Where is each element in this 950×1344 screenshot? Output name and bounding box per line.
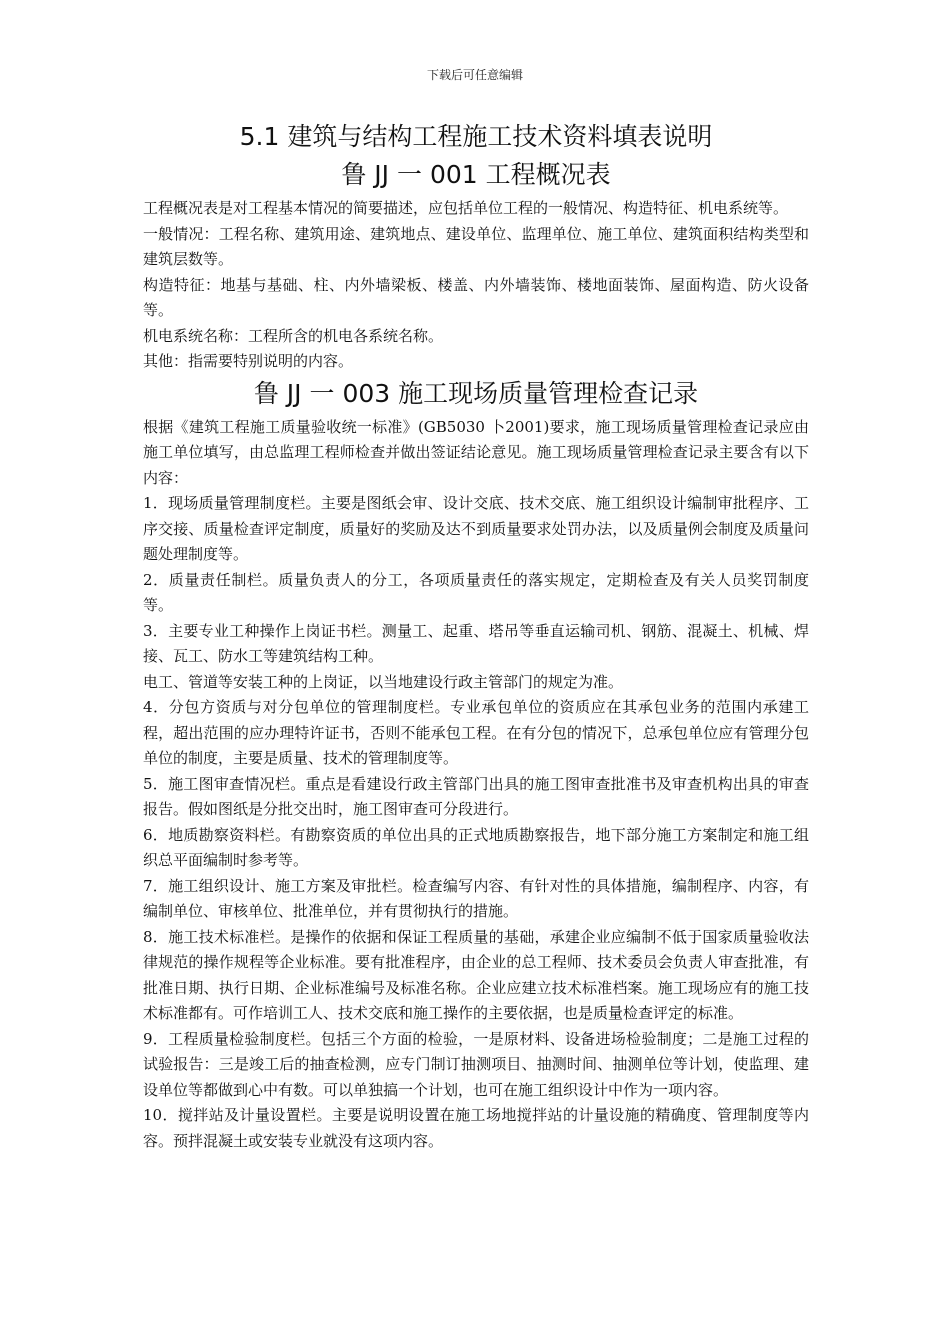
list-item: 8．施工技术标准栏。是操作的依据和保证工程质量的基础，承建企业应编制不低于国家质量验收法律规范的操作规程等企业标准。要有批准程序，由企业的总工程师、技术委员会负责人审查批准，有批准日期、执行日期、企业标准编号及标准名称。企业应建立技术标准档案。施工现场应有的施工技术标准都有。可作培训工人、技术交底和施工操作的主要依据，也是质量检查评定的标准。 xyxy=(143,927,809,1022)
section-title-jj001: 鲁 JJ 一 001 工程概况表 xyxy=(341,160,611,189)
list-item: 5．施工图审查情况栏。重点是看建设行政主管部门出具的施工图审查批准书及审查机构出具的审查报告。假如图纸是分批交出时，施工图审查可分段进行。 xyxy=(143,774,809,818)
paragraph: 电工、管道等安装工种的上岗证，以当地建设行政主管部门的规定为准。 xyxy=(143,672,624,691)
paragraph: 构造特征：地基与基础、柱、内外墙梁板、楼盖、内外墙装饰、楼地面装饰、屋面构造、防火设备等。 xyxy=(143,275,809,319)
main-title: 5.1 建筑与结构工程施工技术资料填表说明 xyxy=(239,122,713,151)
paragraph: 机电系统名称：工程所含的机电各系统名称。 xyxy=(143,326,444,345)
list-item: 6．地质勘察资料栏。有勘察资质的单位出具的正式地质勘察报告，地下部分施工方案制定和施工组织总平面编制时参考等。 xyxy=(143,825,809,869)
list-item: 3．主要专业工种操作上岗证书栏。测量工、起重、塔吊等垂直运输司机、钢筋、混凝土、机械、焊接、瓦工、防水工等建筑结构工种。 xyxy=(143,621,809,665)
list-item: 7．施工组织设计、施工方案及审批栏。检查编写内容、有针对性的具体措施，编制程序、内容，有编制单位、审核单位、批准单位，并有贯彻执行的措施。 xyxy=(143,876,809,920)
document-body xyxy=(143,118,809,1154)
list-item: 10．搅拌站及计量设置栏。主要是说明设置在施工场地搅拌站的计量设施的精确度、管理制度等内容。预拌混凝土或安装专业就没有这项内容。 xyxy=(143,1106,809,1150)
paragraph: 其他：指需要特别说明的内容。 xyxy=(143,352,354,370)
list-item: 4．分包方资质与对分包单位的管理制度栏。专业承包单位的资质应在其承包业务的范围内承建工程，超出范围的应办理特许证书，否则不能承包工程。在有分包的情况下，总承包单位应有管理分包单位的制度，主要是质量、技术的管理制度等。 xyxy=(143,698,809,767)
list-item: 2．质量责任制栏。质量负责人的分工，各项质量责任的落实规定，定期检查及有关人员奖罚制度等。 xyxy=(143,570,809,614)
list-item: 9．工程质量检验制度栏。包括三个方面的检验，一是原材料、设备进场检验制度；二是施工过程的试验报告：三是竣工后的抽查检测，应专门制订抽测项目、抽测时间、抽测单位等计划，使监理、建设单位等都做到心中有数。可以单独搞一个计划，也可在施工组织设计中作为一项内容。 xyxy=(143,1029,809,1099)
paragraph: 工程概况表是对工程基本情况的简要描述，应包括单位工程的一般情况、构造特征、机电系统等。 xyxy=(143,199,789,217)
paragraph: 一般情况：工程名称、建筑用途、建筑地点、建设单位、监理单位、施工单位、建筑面积结构类型和建筑层数等。 xyxy=(143,224,809,268)
list-item: 1．现场质量管理制度栏。主要是图纸会审、设计交底、技术交底、施工组织设计编制审批程序、工序交接、质量检查评定制度，质量好的奖励及达不到质量要求处罚办法，以及质量例会制度及质量问题处理制度等。 xyxy=(143,494,809,563)
page-header: 下载后可任意编辑 xyxy=(426,68,523,82)
section-title-jj003: 鲁 JJ 一 003 施工现场质量管理检查记录 xyxy=(253,378,699,408)
paragraph: 根据《建筑工程施工质量验收统一标准》(GB5030 卜2001)要求，施工现场质量管理检查记录应由施工单位填写，由总监理工程师检查并做出签证结论意见。施工现场质量管理检查记录主要含有以下内容： xyxy=(143,417,809,487)
